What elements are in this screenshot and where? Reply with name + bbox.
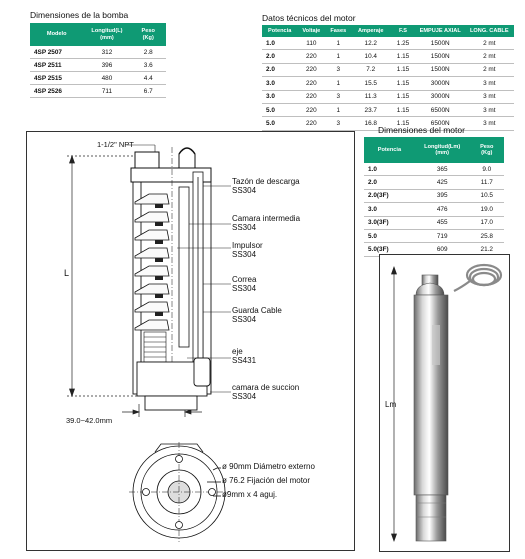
table-cell: 1500N	[416, 63, 465, 76]
table-row	[262, 77, 514, 90]
table-cell: 312	[83, 46, 130, 59]
callout-material: SS431	[232, 356, 257, 365]
table-cell: 23.7	[351, 103, 390, 116]
table-cell: 10.5	[470, 189, 504, 202]
callout-name: camara de succion	[232, 383, 300, 392]
table-cell: 110	[297, 37, 325, 50]
table-cell: 15.5	[351, 77, 390, 90]
table-cell: 1.15	[390, 50, 416, 63]
table-row	[364, 176, 504, 189]
table-row	[30, 85, 166, 98]
table-cell: 1500N	[416, 50, 465, 63]
table-cell: 3	[325, 117, 351, 130]
pump-dimensions-table	[30, 23, 166, 98]
table-row	[364, 229, 504, 242]
table-cell: 11.3	[351, 90, 390, 103]
table-header-row	[262, 25, 514, 37]
table-cell: 7.2	[351, 63, 390, 76]
table-cell: 365	[415, 163, 470, 176]
table-cell: 25.8	[470, 229, 504, 242]
callout-name: Correa	[232, 275, 257, 284]
table-cell: 3.0	[364, 203, 415, 216]
table-cell: 19.0	[470, 203, 504, 216]
motor-data-title: Datos técnicos del motor	[262, 13, 356, 23]
table-cell: 220	[297, 117, 325, 130]
table-cell: 609	[415, 243, 470, 256]
table-cell: 1	[325, 37, 351, 50]
table-cell: 16.8	[351, 117, 390, 130]
table-row	[364, 163, 504, 176]
table-cell: 4SP 2515	[30, 72, 83, 85]
table-cell: 220	[297, 103, 325, 116]
table-cell: 2 mt	[465, 37, 514, 50]
table-row	[30, 59, 166, 72]
table-cell: 4SP 2511	[30, 59, 83, 72]
npt-label: 1-1/2" NPT	[97, 140, 134, 149]
column-header: Amperaje	[351, 25, 390, 37]
table-cell: 220	[297, 77, 325, 90]
column-header: EMPUJE AXIAL	[416, 25, 465, 37]
table-cell: 2.8	[130, 46, 166, 59]
table-cell: 3000N	[416, 90, 465, 103]
motor-photo-panel	[379, 254, 510, 552]
table-cell: 1.15	[390, 77, 416, 90]
table-cell: 6500N	[416, 117, 465, 130]
callout-material: SS304	[232, 392, 257, 401]
table-row	[262, 50, 514, 63]
column-header: Potencia	[262, 25, 297, 37]
callout-impeller	[232, 241, 263, 259]
callout-material: SS304	[232, 315, 257, 324]
table-cell: 1	[325, 50, 351, 63]
callout-discharge-bowl	[232, 177, 300, 195]
table-row	[364, 189, 504, 202]
table-cell: 4SP 2507	[30, 46, 83, 59]
table-cell: 5.0	[262, 117, 297, 130]
callout-intermediate-chamber	[232, 214, 300, 232]
table-cell: 3	[325, 63, 351, 76]
table-cell: 1.15	[390, 63, 416, 76]
table-row	[30, 46, 166, 59]
table-cell: 4.4	[130, 72, 166, 85]
table-cell: 21.2	[470, 243, 504, 256]
table-cell: 480	[83, 72, 130, 85]
base-note-holes: ø9mm x 4 aguj.	[222, 490, 278, 499]
callout-name: Tazón de descarga	[232, 177, 300, 186]
table-cell: 3.0	[262, 90, 297, 103]
table-cell: 1	[325, 77, 351, 90]
table-cell: 455	[415, 216, 470, 229]
table-cell: 220	[297, 63, 325, 76]
table-cell: 425	[415, 176, 470, 189]
table-row	[262, 90, 514, 103]
callout-suction-chamber	[232, 383, 299, 401]
table-cell: 12.2	[351, 37, 390, 50]
table-cell: 5.0(3F)	[364, 243, 415, 256]
table-cell: 5.0	[364, 229, 415, 242]
column-header: LONG. CABLE	[465, 25, 514, 37]
callout-cable-guard	[232, 306, 282, 324]
callout-material: SS304	[232, 223, 257, 232]
pump-cross-section-drawing	[27, 132, 356, 552]
callout-shaft	[232, 347, 256, 365]
table-row	[30, 72, 166, 85]
table-cell: 5.0	[262, 103, 297, 116]
table-cell: 3	[325, 90, 351, 103]
table-cell: 2 mt	[465, 63, 514, 76]
base-note-outer-diameter: ø 90mm Diámetro externo	[222, 462, 315, 471]
base-note-motor-fixing: ø 76.2 Fijación del motor	[222, 476, 311, 485]
table-row	[262, 63, 514, 76]
callout-name: Camara intermedia	[232, 214, 301, 223]
table-cell: 2.0	[262, 63, 297, 76]
table-cell: 3.0	[262, 77, 297, 90]
table-cell: 1	[325, 103, 351, 116]
table-cell: 11.7	[470, 176, 504, 189]
motor-data-table	[262, 25, 514, 131]
pump-dimensions-title: Dimensiones de la bomba	[30, 10, 129, 20]
callout-strap	[232, 275, 256, 293]
table-cell: 396	[83, 59, 130, 72]
table-cell: 1.0	[262, 37, 297, 50]
column-header: Fases	[325, 25, 351, 37]
motor-length-label: Lm	[385, 400, 397, 409]
table-cell: 220	[297, 50, 325, 63]
motor-dimensions-title: Dimensiones del motor	[378, 125, 465, 135]
table-cell: 10.4	[351, 50, 390, 63]
table-cell: 2 mt	[465, 50, 514, 63]
table-header-row	[30, 23, 166, 46]
table-cell: 3 mt	[465, 90, 514, 103]
table-cell: 3000N	[416, 77, 465, 90]
table-row	[262, 103, 514, 116]
callout-name: eje	[232, 347, 243, 356]
pump-drawing-panel	[26, 131, 355, 551]
table-row	[262, 37, 514, 50]
column-header: Peso (Kg)	[470, 137, 504, 163]
column-header: Peso (Kg)	[130, 23, 166, 46]
callout-material: SS304	[232, 186, 257, 195]
table-cell: 711	[83, 85, 130, 98]
table-cell: 1.25	[390, 37, 416, 50]
callout-material: SS304	[232, 284, 257, 293]
table-cell: 220	[297, 90, 325, 103]
table-cell: 1500N	[416, 37, 465, 50]
callout-material: SS304	[232, 250, 257, 259]
column-header: Modelo	[30, 23, 83, 46]
table-cell: 17.0	[470, 216, 504, 229]
table-cell: 3 mt	[465, 77, 514, 90]
table-row	[364, 216, 504, 229]
column-header: Potencia	[364, 137, 415, 163]
column-header: Longitud(Lm) (mm)	[415, 137, 470, 163]
table-cell: 2.0	[364, 176, 415, 189]
submersible-motor-image	[380, 255, 511, 553]
table-cell: 1.15	[390, 90, 416, 103]
table-header-row	[364, 137, 504, 163]
table-cell: 3.0(3F)	[364, 216, 415, 229]
column-header: F.S	[390, 25, 416, 37]
table-cell: 9.0	[470, 163, 504, 176]
width-dimension-label: 39.0~42.0mm	[66, 416, 113, 425]
table-cell: 1.15	[390, 103, 416, 116]
table-cell: 476	[415, 203, 470, 216]
table-cell: 3.6	[130, 59, 166, 72]
table-cell: 1.0	[364, 163, 415, 176]
column-header: Voltaje	[297, 25, 325, 37]
table-cell: 6.7	[130, 85, 166, 98]
table-cell: 4SP 2526	[30, 85, 83, 98]
table-cell: 2.0(3F)	[364, 189, 415, 202]
table-cell: 719	[415, 229, 470, 242]
table-cell: 6500N	[416, 103, 465, 116]
table-row	[364, 203, 504, 216]
length-label: L	[64, 268, 70, 278]
column-header: Longitud(L) (mm)	[83, 23, 130, 46]
callout-name: Impulsor	[232, 241, 263, 250]
callout-name: Guarda Cable	[232, 306, 282, 315]
motor-dimensions-table	[364, 137, 504, 257]
table-cell: 3 mt	[465, 103, 514, 116]
table-cell: 1.15	[390, 117, 416, 130]
table-cell: 3 mt	[465, 117, 514, 130]
table-cell: 2.0	[262, 50, 297, 63]
table-cell: 395	[415, 189, 470, 202]
